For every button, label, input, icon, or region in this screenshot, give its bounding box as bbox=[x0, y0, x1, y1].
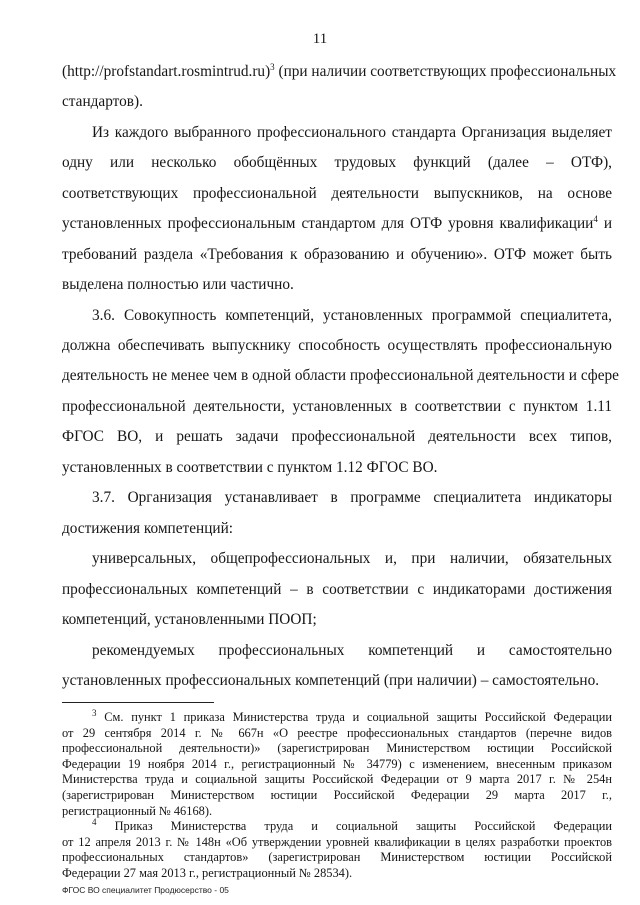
footnote-line: $^4$ Приказ Министерства труда и социальной защиты Российской Федерации bbox=[92, 816, 612, 833]
footnote-ref-3: 3 bbox=[270, 61, 275, 72]
paragraph-first-line: универсальных, общепрофессиональных и, при наличии, обязательных bbox=[92, 550, 612, 567]
body-line: соответствующих профессиональной деятельности выпускников, на основе bbox=[62, 185, 612, 202]
paragraph-first-line: 3.6. Совокупность компетенций, установленных программой специалитета, bbox=[92, 307, 612, 324]
body-line: деятельность не менее чем в одной области профессиональной деятельности и сфере bbox=[62, 367, 619, 384]
footnote-line: Федерации 27 мая 2013 г., регистрационный № 28534). bbox=[62, 866, 353, 880]
footnote-separator bbox=[62, 702, 214, 703]
body-line: требований раздела «Требования к образованию и обучению». ОТФ может быть bbox=[62, 246, 612, 263]
footnote-line: $^3$ См. пункт 1 приказа Министерства труда и социальной защиты Российской Федерации bbox=[92, 707, 612, 724]
body-line: (http://profstandart.rosmintrud.ru)$^3$ (при наличии соответствующих профессиональных bbox=[62, 61, 617, 80]
body-line: одну или несколько обобщённых трудовых функций (далее – ОТФ), bbox=[62, 154, 612, 171]
footnote-ref-4: 4 bbox=[593, 213, 598, 224]
body-line: профессиональных компетенций – в соответствии с индикаторами достижения bbox=[62, 581, 612, 598]
paragraph-first-line: рекомендуемых профессиональных компетенций и самостоятельно bbox=[92, 642, 612, 659]
body-line: стандартов). bbox=[62, 93, 143, 110]
body-line: установленных профессиональным стандартом для ОТФ уровня квалификации$^4$ и bbox=[62, 213, 612, 232]
page-footer: ФГОС ВО специалитет Продюсерство - 05 bbox=[62, 885, 229, 895]
page-number: 11 bbox=[312, 31, 328, 47]
body-line: ФГОС ВО, и решать задачи профессиональной деятельности всех типов, bbox=[62, 428, 612, 445]
body-line: профессиональной деятельности, установленных в соответствии с пунктом 1.11 bbox=[62, 398, 612, 415]
footnote-line: профессиональных стандартов» (зарегистрирован Министерством юстиции Российской bbox=[62, 850, 612, 864]
paragraph-first-line: Из каждого выбранного профессионального стандарта Организация выделяет bbox=[92, 124, 612, 141]
footnote-line: Министерства труда и социальной защиты Российской Федерации от 9 марта 2017 г. № 254н bbox=[62, 772, 612, 786]
footnote-line: (зарегистрирован Министерством юстиции Российской Федерации 29 марта 2017 г., bbox=[62, 788, 612, 802]
body-line: должна обеспечивать выпускнику способность осуществлять профессиональную bbox=[62, 337, 612, 354]
body-line: достижения компетенций: bbox=[62, 520, 233, 537]
footnote-line: регистрационный № 46168). bbox=[62, 804, 213, 818]
footnote-line: от 29 сентября 2014 г. № 667н «О реестре профессиональных стандартов (перечне видов bbox=[62, 726, 612, 740]
footnote-line: от 12 апреля 2013 г. № 148н «Об утверждении уровней квалификации в целях разработки проектов bbox=[62, 835, 612, 849]
body-line: выделена полностью или частично. bbox=[62, 276, 294, 293]
footnote-line: Федерации 19 ноября 2014 г., регистрационный № 34779) с изменением, внесенным приказом bbox=[62, 757, 612, 771]
body-line: установленных профессиональных компетенций (при наличии) – самостоятельно. bbox=[62, 672, 600, 689]
paragraph-first-line: 3.7. Организация устанавливает в программе специалитета индикаторы bbox=[92, 489, 612, 506]
body-line: компетенций, установленными ПООП; bbox=[62, 611, 317, 628]
footnote-line: профессиональной деятельности)» (зарегистрирован Министерством юстиции Российской bbox=[62, 741, 612, 755]
body-line: установленных в соответствии с пунктом 1.12 ФГОС ВО. bbox=[62, 459, 438, 476]
